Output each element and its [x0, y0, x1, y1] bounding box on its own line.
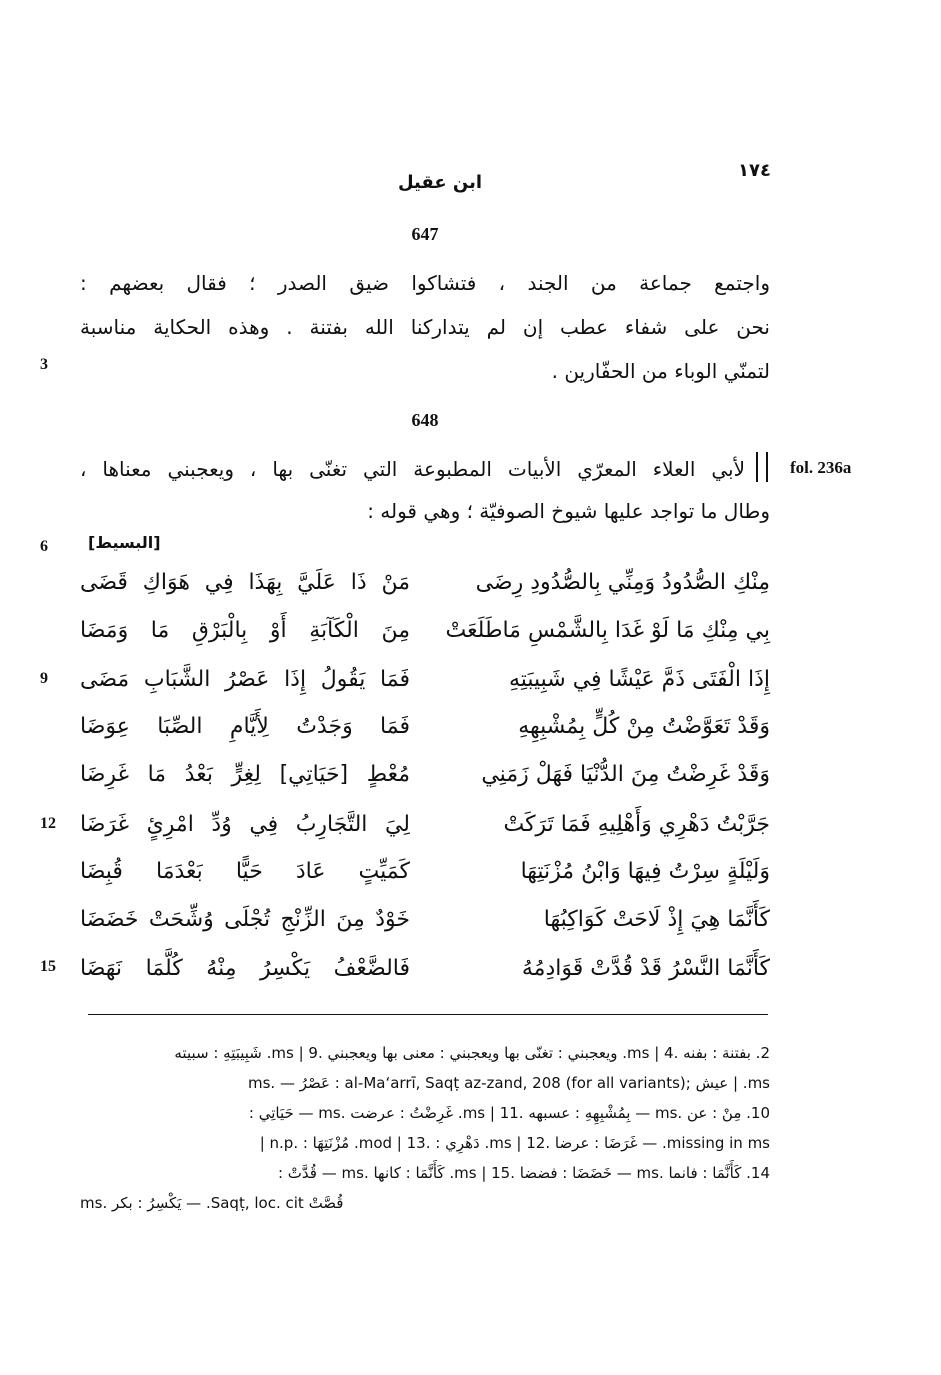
line-number: 6 — [40, 538, 48, 555]
verse-first-hemistich: إِذَا الْفَتَى ذَمَّ عَيْشًا فِي شَبِيبَتِهِ — [508, 667, 770, 692]
footnote-line: 2. بفتنة : بفنه .ms | 4. ويعجبني : تغنّى بها ويعجبني : معنى بها ويعجبني .ms | 9. شَبِيبَتِهِ : سبيته — [174, 1044, 770, 1062]
prose-line: وطال ما تواجد عليها شيوخ الصوفيّة ؛ وهي قوله : — [367, 499, 770, 523]
section-number-647: 647 — [411, 224, 439, 244]
footnote-line: missing in ms. — غَرَضَا : عرضا .ms | 12. دَهْرِي : .mod | 13. مُزْنَتِهَا : .n.p | — [259, 1134, 770, 1152]
verse-first-hemistich: كَأَنَّمَا النَّسْرُ قَدْ قُدَّتْ قَوَادِمُهُ — [521, 956, 770, 981]
verse-first-hemistich: وَقَدْ تَعَوَّضْتُ مِنْ كُلٍّ بِمُشْبِهِهِ — [518, 714, 770, 739]
footnote-line: 14. كَأَنَّمَا : فانما .ms — خَضَضَا : فضضا .ms | 15. كَأَنَّمَا : كانها .ms — قُدَّتْ : — [277, 1164, 770, 1182]
line-number: 15 — [40, 958, 56, 975]
prose-line: نحن على شفاء عطب إن لم يتداركنا الله بفتنة . وهذه الحكاية مناسبة — [80, 315, 770, 339]
meter-label: [البسيط] — [88, 533, 161, 552]
line-number: 9 — [40, 670, 48, 687]
footnote-line: ms. | عيش ;(al-Ma‘arrī, Saqṭ az-zand, 208 (for all variants : عَصْرُ — .ms — [247, 1074, 770, 1092]
verse-second-hemistich: كَمَيِّتٍ عَادَ حَيًّا بَعْدَمَا قُبِضَا — [80, 859, 410, 884]
verse-first-hemistich: بِي مِنْكِ مَا لَوْ غَدَا بِالشَّمْسِ مَاطَلَعَتْ — [445, 618, 770, 643]
footnote-rule — [88, 1014, 768, 1015]
folio-marker — [756, 452, 768, 482]
verse-second-hemistich: لِيَ التَّجَارِبُ فِي وُدِّ امْرِئٍ غَرَضَا — [80, 812, 410, 837]
verse-second-hemistich: مِنَ الْكَآبَةِ أَوْ بِالْبَرْقِ مَا وَمَضَا — [80, 618, 410, 643]
section-number-648: 648 — [411, 410, 439, 430]
prose-line: لتمنّي الوباء من الحفّارين . — [551, 359, 770, 383]
folio-reference: fol. 236a — [790, 458, 852, 477]
verse-first-hemistich: جَرَّبْتُ دَهْرِي وَأَهْلِيهِ فَمَا تَرَكَتْ — [503, 812, 770, 837]
verse-second-hemistich: فَمَا وَجَدْتُ لِأَيَّامِ الصِّبَا عِوَضَا — [80, 714, 410, 739]
verse-second-hemistich: خَوْدٌ مِنَ الزِّنْجِ تُجْلَى وُشِّحَتْ خَضَضَا — [80, 907, 410, 932]
running-title: ابن عقيل — [397, 172, 483, 193]
footnote-line: قُصَّتْ Saqṭ, loc. cit. — يَكْسِرُ : بكر .ms — [80, 1194, 344, 1212]
verse-second-hemistich: فَالضَّعْفُ يَكْسِرُ مِنْهُ كُلَّمَا نَهَضَا — [80, 956, 410, 981]
verse-first-hemistich: وَلَيْلَةٍ سِرْتُ فِيهَا وَابْنُ مُزْنَتِهَا — [520, 859, 770, 884]
page-number: ١٧٤ — [738, 160, 771, 181]
prose-line: لأبي العلاء المعرّي الأبيات المطبوعة التي تغنّى بها ، ويعجبني معناها ، — [80, 457, 745, 481]
verse-second-hemistich: فَمَا يَقُولُ إِذَا عَصْرُ الشَّبَابِ مَضَى — [80, 667, 410, 692]
verse-first-hemistich: وَقَدْ غَرِضْتُ مِنَ الدُّنْيَا فَهَلْ زَمَنِي — [481, 762, 770, 787]
verse-second-hemistich: مُعْطٍ [حَيَاتِي] لِغِرٍّ بَعْدُ مَا غَرِضَا — [80, 762, 410, 787]
verse-first-hemistich: مِنْكِ الصُّدُودُ وَمِنِّي بِالصُّدُودِ رِضَى — [475, 570, 770, 595]
prose-line: واجتمع جماعة من الجند ، فتشاكوا ضيق الصدر ؛ فقال بعضهم : — [80, 271, 770, 295]
verse-first-hemistich: كَأَنَّمَا هِيَ إِذْ لَاحَتْ كَوَاكِبُهَا — [543, 907, 770, 932]
line-number: 12 — [40, 815, 56, 832]
verse-second-hemistich: مَنْ ذَا عَلَيَّ بِهَذَا فِي هَوَاكِ قَضَى — [80, 570, 410, 595]
footnote-line: 10. مِنْ : عن .ms — بِمُشْبِهِهِ : عسبهه .ms | 11. غَرِضْتُ : عرضت .ms — حَيَاتِي : — [248, 1104, 770, 1122]
line-number: 3 — [40, 356, 48, 373]
